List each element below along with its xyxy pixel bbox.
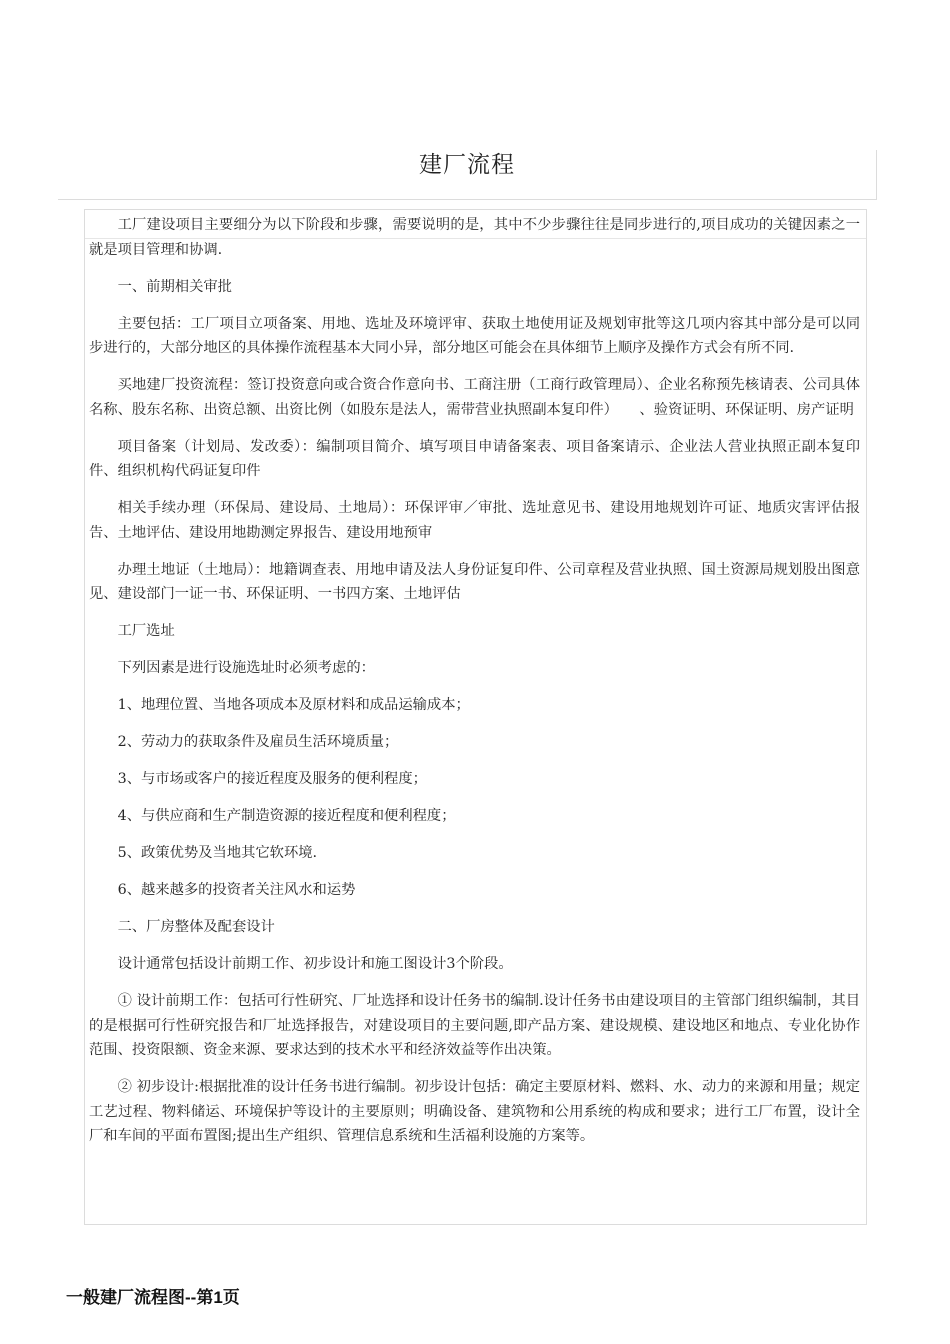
paragraph-approval-summary: 主要包括：工厂项目立项备案、用地、选址及环境评审、获取土地使用证及规划审批等这几项内容其中部分是可以同步进行的，大部分地区的具体操作流程基本大同小异，部分地区可能会在具体细节上顺序及操作方式会有所不同. (89, 315, 860, 356)
list-item: 6、越来越多的投资者关注风水和运势 (117, 882, 356, 898)
paragraph-design-stages: 设计通常包括设计前期工作、初步设计和施工图设计3个阶段。 (117, 956, 513, 972)
list-item: 1、地理位置、当地各项成本及原材料和成品运输成本； (117, 697, 470, 713)
paragraph-project-filing: 项目备案（计划局、发改委）：编制项目简介、填写项目申请备案表、项目备案请示、企业法人营业执照正副本复印件、组织机构代码证复印件 (89, 438, 860, 479)
paragraph-intro: 工厂建设项目主要细分为以下阶段和步骤，需要说明的是，其中不少步骤往往是同步进行的,项目成功的关键因素之一就是项目管理和协调. (89, 217, 860, 258)
page-footer: 一般建厂流程图--第1页 (66, 1288, 240, 1307)
section-heading-design: 二、厂房整体及配套设计 (117, 919, 275, 935)
paragraph-land-investment: 买地建厂投资流程：签订投资意向或合资合作意向书、工商注册（工商行政管理局）、企业名称预先核请表、公司具体名称、股东名称、出资总额、出资比例（如股东是法人，需带营业执照副本复印件） 、验资证明、环保证明、房产证明 (89, 377, 860, 418)
content-box (84, 209, 867, 1225)
list-item: 2、劳动力的获取条件及雇员生活环境质量； (117, 734, 399, 750)
document-body (89, 213, 860, 1161)
list-item: 3、与市场或客户的接近程度及服务的便利程度； (117, 771, 427, 787)
paragraph-procedures: 相关手续办理（环保局、建设局、土地局）：环保评审／审批、选址意见书、建设用地规划许可证、地质灾害评估报告、土地评估、建设用地勘测定界报告、建设用地预审 (89, 500, 860, 541)
section-heading-site: 工厂选址 (117, 623, 175, 639)
list-item: 4、与供应商和生产制造资源的接近程度和便利程度； (117, 808, 456, 824)
paragraph-land-certificate: 办理土地证（土地局）：地籍调查表、用地申请及法人身份证复印件、公司章程及营业执照、国土资源局规划股出图意见、建设部门一证一书、环保证明、一书四方案、土地评估 (89, 561, 860, 602)
document-title: 建厂流程 (419, 152, 515, 178)
paragraph-preliminary-design: ② 初步设计:根据批准的设计任务书进行编制。初步设计包括：确定主要原材料、燃料、水、动力的来源和用量；规定工艺过程、物料储运、环境保护等设计的主要原则；明确设备、建筑物和公用系统的构成和要求；进行工厂布置，设计全厂和车间的平面布置图;提出生产组织、管理信息系统和生活福利设施的方案等。 (89, 1079, 860, 1144)
list-item: 5、政策优势及当地其它软环境. (117, 845, 318, 861)
section-heading-approval: 一、前期相关审批 (117, 278, 232, 295)
title-box (58, 150, 877, 200)
paragraph-predesign: ① 设计前期工作：包括可行性研究、厂址选择和设计任务书的编制.设计任务书由建设项目的主管部门组织编制，其目的是根据可行性研究报告和厂址选择报告，对建设项目的主要问题,即产品方案、建设规模、建设地区和地点、专业化协作范围、投资限额、资金来源、要求达到的技术水平和经济效益等作出决策。 (89, 993, 860, 1058)
paragraph-site-intro: 下列因素是进行设施选址时必须考虑的： (117, 660, 375, 676)
